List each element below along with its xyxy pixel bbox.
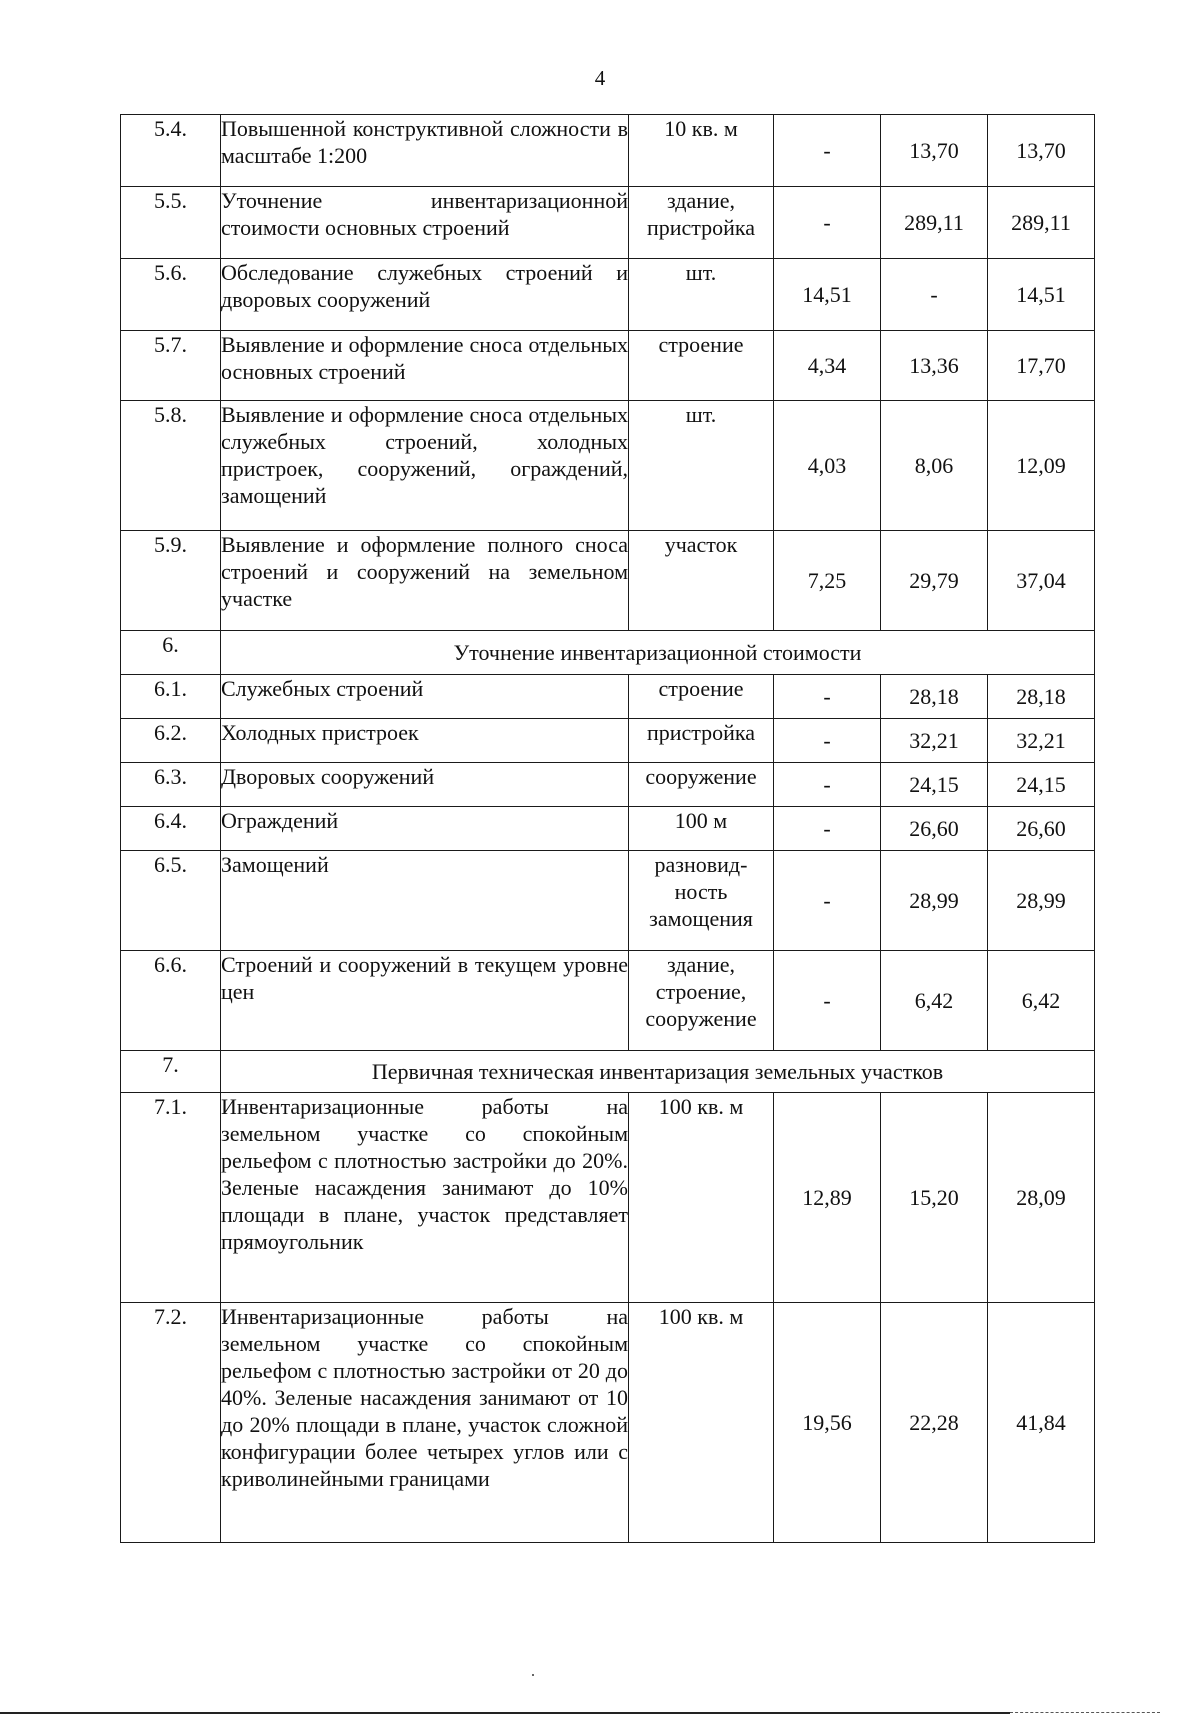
table-row — [121, 675, 1095, 719]
work-name: Служебных строений — [221, 675, 629, 719]
value-1: - — [774, 951, 881, 1051]
table-row — [121, 1093, 1095, 1303]
work-name: Повышенной конструктивной сложности в масштабе 1:200 — [221, 115, 629, 187]
work-name: Инвентаризационные работы на земельном участке со спокойным рельефом с плотностью застройки до 20%. Зеленые насаждения занимают до 10% площади в плане, участок представляет прямоугольник — [221, 1093, 629, 1303]
section-title: Первичная техническая инвентаризация земельных участков — [221, 1051, 1095, 1093]
value-1: 19,56 — [774, 1303, 881, 1543]
scan-speck — [532, 1674, 534, 1676]
unit-of-measure: шт. — [629, 401, 774, 531]
value-1: - — [774, 675, 881, 719]
table-row — [121, 531, 1095, 631]
row-number: 6.5. — [121, 851, 221, 951]
table-row — [121, 331, 1095, 401]
value-total: 32,21 — [988, 719, 1095, 763]
value-1: 12,89 — [774, 1093, 881, 1303]
row-number: 7.2. — [121, 1303, 221, 1543]
section-title: Уточнение инвентаризационной стоимости — [221, 631, 1095, 675]
value-1: - — [774, 851, 881, 951]
work-name: Выявление и оформление сноса отдельных основных строений — [221, 331, 629, 401]
value-2: 8,06 — [881, 401, 988, 531]
unit-of-measure: 100 кв. м — [629, 1093, 774, 1303]
value-2: 29,79 — [881, 531, 988, 631]
table-row — [121, 719, 1095, 763]
value-2: 24,15 — [881, 763, 988, 807]
unit-of-measure: здание, пристройка — [629, 187, 774, 259]
row-number: 7. — [121, 1051, 221, 1093]
value-total: 12,09 — [988, 401, 1095, 531]
value-2: - — [881, 259, 988, 331]
value-total: 41,84 — [988, 1303, 1095, 1543]
value-1: - — [774, 187, 881, 259]
row-number: 5.4. — [121, 115, 221, 187]
work-name: Выявление и оформление сноса отдельных служебных строений, холодных пристроек, сооружений, ограждений, замощений — [221, 401, 629, 531]
unit-of-measure: строение — [629, 675, 774, 719]
value-1: 14,51 — [774, 259, 881, 331]
unit-of-measure: участок — [629, 531, 774, 631]
value-total: 37,04 — [988, 531, 1095, 631]
unit-of-measure: строение — [629, 331, 774, 401]
value-total: 24,15 — [988, 763, 1095, 807]
row-number: 5.5. — [121, 187, 221, 259]
unit-of-measure: здание, строение, сооружение — [629, 951, 774, 1051]
page-number: 4 — [594, 66, 606, 90]
value-2: 28,18 — [881, 675, 988, 719]
work-name: Выявление и оформление полного сноса строений и сооружений на земельном участке — [221, 531, 629, 631]
work-name: Строений и сооружений в текущем уровне цен — [221, 951, 629, 1051]
value-1: - — [774, 807, 881, 851]
table-row — [121, 763, 1095, 807]
table-row — [121, 851, 1095, 951]
bottom-rule-dashed — [1010, 1712, 1160, 1713]
table-row — [121, 807, 1095, 851]
work-name: Замощений — [221, 851, 629, 951]
bottom-rule — [0, 1712, 1010, 1714]
value-2: 13,70 — [881, 115, 988, 187]
price-table — [120, 114, 1095, 1543]
row-number: 6.4. — [121, 807, 221, 851]
value-2: 32,21 — [881, 719, 988, 763]
row-number: 6.3. — [121, 763, 221, 807]
row-number: 5.8. — [121, 401, 221, 531]
value-2: 22,28 — [881, 1303, 988, 1543]
table-row — [121, 187, 1095, 259]
row-number: 6. — [121, 631, 221, 675]
row-number: 6.2. — [121, 719, 221, 763]
value-1: - — [774, 763, 881, 807]
value-1: 7,25 — [774, 531, 881, 631]
unit-of-measure: шт. — [629, 259, 774, 331]
value-total: 14,51 — [988, 259, 1095, 331]
table-row — [121, 951, 1095, 1051]
value-1: - — [774, 719, 881, 763]
row-number: 5.9. — [121, 531, 221, 631]
value-2: 15,20 — [881, 1093, 988, 1303]
work-name: Обследование служебных строений и дворовых сооружений — [221, 259, 629, 331]
work-name: Ограждений — [221, 807, 629, 851]
table-row — [121, 401, 1095, 531]
table-body — [121, 115, 1095, 1543]
work-name: Дворовых сооружений — [221, 763, 629, 807]
unit-of-measure: сооружение — [629, 763, 774, 807]
row-number: 6.1. — [121, 675, 221, 719]
value-total: 26,60 — [988, 807, 1095, 851]
row-number: 5.7. — [121, 331, 221, 401]
value-1: - — [774, 115, 881, 187]
table-row — [121, 1303, 1095, 1543]
value-1: 4,34 — [774, 331, 881, 401]
table-row — [121, 115, 1095, 187]
value-total: 6,42 — [988, 951, 1095, 1051]
work-name: Инвентаризационные работы на земельном участке со спокойным рельефом с плотностью застройки от 20 до 40%. Зеленые насаждения занимают от 10 до 20% площади в плане, участок сложной конфигурации более четырех углов или с криволинейными границами — [221, 1303, 629, 1543]
value-2: 289,11 — [881, 187, 988, 259]
unit-of-measure: 10 кв. м — [629, 115, 774, 187]
value-total: 28,09 — [988, 1093, 1095, 1303]
unit-of-measure: 100 кв. м — [629, 1303, 774, 1543]
value-2: 28,99 — [881, 851, 988, 951]
section-row — [121, 1051, 1095, 1093]
value-2: 13,36 — [881, 331, 988, 401]
value-total: 28,18 — [988, 675, 1095, 719]
value-2: 6,42 — [881, 951, 988, 1051]
value-2: 26,60 — [881, 807, 988, 851]
unit-of-measure: пристройка — [629, 719, 774, 763]
value-1: 4,03 — [774, 401, 881, 531]
work-name: Уточнение инвентаризационной стоимости основных строений — [221, 187, 629, 259]
unit-of-measure: разновид-ность замощения — [629, 851, 774, 951]
table-row — [121, 259, 1095, 331]
value-total: 28,99 — [988, 851, 1095, 951]
row-number: 5.6. — [121, 259, 221, 331]
value-total: 17,70 — [988, 331, 1095, 401]
row-number: 6.6. — [121, 951, 221, 1051]
section-row — [121, 631, 1095, 675]
row-number: 7.1. — [121, 1093, 221, 1303]
work-name: Холодных пристроек — [221, 719, 629, 763]
value-total: 13,70 — [988, 115, 1095, 187]
value-total: 289,11 — [988, 187, 1095, 259]
unit-of-measure: 100 м — [629, 807, 774, 851]
